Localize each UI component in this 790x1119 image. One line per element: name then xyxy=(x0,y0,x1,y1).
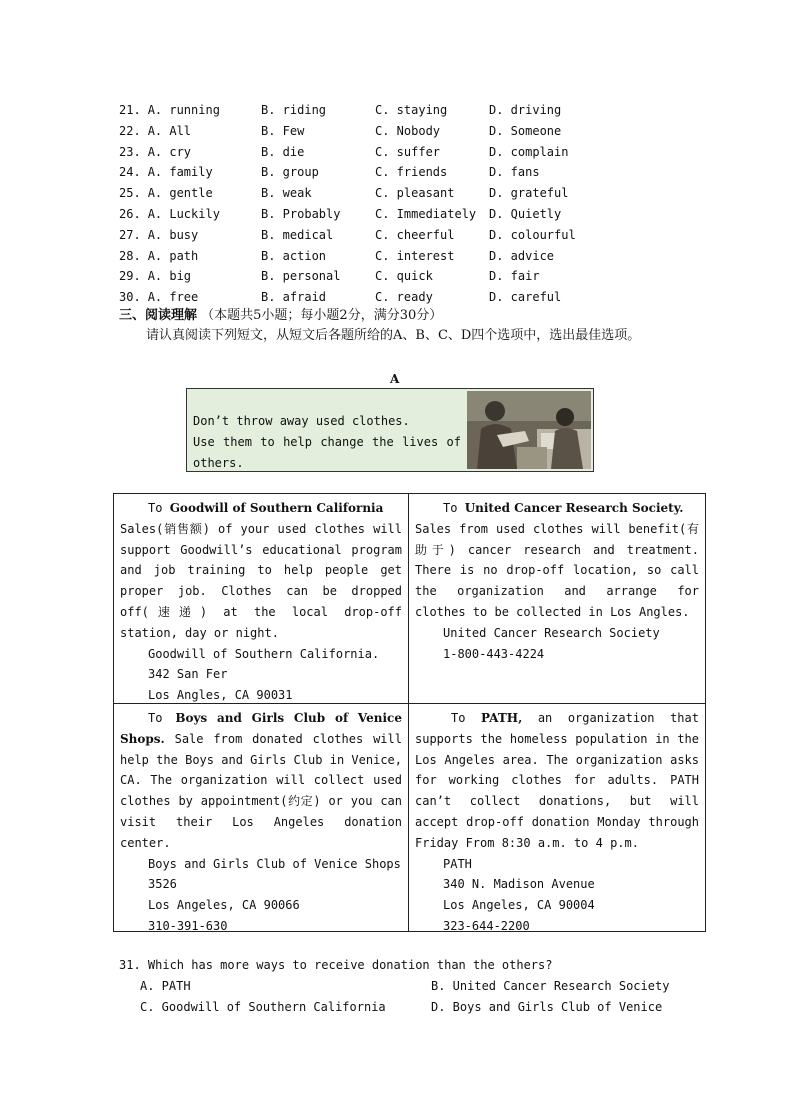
question-number-and-option-a[interactable] xyxy=(119,246,198,266)
question-number: 21. xyxy=(119,103,141,117)
banner-text xyxy=(193,411,461,474)
option-c[interactable]: C. suffer xyxy=(375,144,441,159)
question-number: 28. xyxy=(119,248,141,263)
question-option-a[interactable]: A. PATH xyxy=(140,979,191,993)
question-number-and-option-a[interactable] xyxy=(119,100,220,120)
ads-table xyxy=(113,493,706,932)
option-a[interactable]: A. family xyxy=(147,165,213,180)
option-d[interactable]: D. fair xyxy=(489,269,540,284)
option-row xyxy=(119,225,599,246)
option-b[interactable]: B. afraid xyxy=(261,290,327,305)
question-number-and-option-a[interactable] xyxy=(119,121,191,141)
option-b[interactable]: B. Probably xyxy=(261,206,341,221)
option-b[interactable]: B. riding xyxy=(261,103,327,117)
question-number: 22. xyxy=(119,123,141,138)
donation-photo xyxy=(467,391,591,469)
option-b[interactable]: B. group xyxy=(261,165,319,180)
ad-cancer-society: To United Cancer Research Society. Sales from used clothes will benefit(有助于) cancer research and treatment. There is no drop-off location, so call the organization and arrange for clothes to be collected in Los Angles. United Cancer Research Society 1-800-443-4224 xyxy=(409,494,705,704)
question-number-and-option-a[interactable] xyxy=(119,204,220,224)
option-a[interactable]: A. gentle xyxy=(147,186,213,201)
ad-club-body: Sale from donated clothes will help the Boys and Girls Club in Venice, CA. The organization will collect used clothes by appointment(约定) or you can visit their Los Angeles donation center. xyxy=(120,731,402,850)
option-c[interactable]: C. Nobody xyxy=(375,123,441,138)
option-row xyxy=(119,183,599,204)
question-option-c[interactable]: C. Goodwill of Southern California xyxy=(140,1000,386,1014)
question-option-b[interactable]: B. United Cancer Research Society xyxy=(431,979,670,993)
passage-letter: A xyxy=(390,372,400,386)
question-number: 26. xyxy=(119,206,141,221)
ad-cancer-body: Sales from used clothes will benefit(有助于) cancer research and treatment. There is no drop-off location, so call the organization and arrange for clothes to be collected in Los Angles. xyxy=(415,521,699,619)
option-a[interactable]: A. Luckily xyxy=(147,206,220,221)
question-31 xyxy=(119,955,719,1018)
section-note: （本题共5小题；每小题2分，满分30分） xyxy=(201,308,443,323)
org-boys-girls-club: Boys and Girls Club of Venice Shops. xyxy=(120,711,402,746)
option-c[interactable]: C. pleasant xyxy=(375,186,455,201)
org-goodwill: Goodwill of Southern California xyxy=(169,501,384,515)
org-cancer-society: United Cancer Research Society. xyxy=(464,501,684,515)
question-number: 24. xyxy=(119,165,141,180)
option-row xyxy=(119,204,599,225)
org-path: PATH, xyxy=(481,711,523,725)
question-option-d[interactable]: D. Boys and Girls Club of Venice xyxy=(431,1000,663,1014)
ad-boys-girls-club: To Boys and Girls Club of Venice Shops. Sale from donated clothes will help the Boys and Girls Club in Venice, CA. The organization will collect used clothes by appointment(约定) or you can visit their Los Angeles donation center. Boys and Girls Club of Venice Shops 3526 Los Angeles, CA 90066 310-391-630 xyxy=(114,704,409,931)
option-row xyxy=(119,162,599,183)
option-a[interactable]: A. free xyxy=(147,290,199,305)
option-d[interactable]: D. fans xyxy=(489,165,540,180)
option-d[interactable]: D. complain xyxy=(489,144,569,159)
passage-banner xyxy=(186,388,594,472)
option-d[interactable]: D. Quietly xyxy=(489,206,562,221)
question-number-and-option-a[interactable] xyxy=(119,266,191,286)
question-number: 29. xyxy=(119,269,141,284)
option-a[interactable]: A. big xyxy=(147,269,192,284)
option-row xyxy=(119,287,599,308)
option-c[interactable]: C. friends xyxy=(375,165,448,180)
question-number-and-option-a[interactable] xyxy=(119,287,198,307)
option-b[interactable]: B. personal xyxy=(261,269,341,284)
option-b[interactable]: B. action xyxy=(261,248,327,263)
cloze-options-list xyxy=(119,100,599,308)
option-d[interactable]: D. careful xyxy=(489,290,562,305)
option-row xyxy=(119,100,599,121)
ad-path: To PATH, an organization that supports the homeless population in the Los Angeles area. The organization asks for working clothes for adults. PATH can’t collect donations, but will accept drop-off donation Monday through Friday From 8:30 a.m. to 4 p.m. PATH 340 N. Madison Avenue Los Angeles, CA 90004 323-644-2200 xyxy=(415,711,699,933)
option-d[interactable]: D. advice xyxy=(489,248,555,263)
option-row xyxy=(119,142,599,163)
option-c[interactable]: C. interest xyxy=(375,248,455,263)
question-number: 23. xyxy=(119,144,141,159)
option-row xyxy=(119,246,599,267)
section-title: 三、阅读理解 xyxy=(119,308,198,323)
option-a[interactable]: A. path xyxy=(147,248,199,263)
banner-line-2: Use them to help change the lives of others. xyxy=(193,435,461,470)
option-c[interactable]: C. quick xyxy=(375,269,433,284)
option-d[interactable]: D. colourful xyxy=(489,227,576,242)
question-number: 30. xyxy=(119,290,141,305)
option-a[interactable]: A. busy xyxy=(147,227,199,242)
option-d[interactable]: D. Someone xyxy=(489,123,562,138)
option-b[interactable]: B. weak xyxy=(261,186,312,201)
option-a[interactable]: A. All xyxy=(147,123,192,138)
option-b[interactable]: B. medical xyxy=(261,227,334,242)
section-heading xyxy=(119,308,442,324)
option-a[interactable]: A. running xyxy=(147,103,220,117)
banner-line-1: Don’t throw away used clothes. xyxy=(193,414,410,428)
section-instruction: 请认真阅读下列短文，从短文后各题所给的A、B、C、D四个选项中，选出最佳选项。 xyxy=(146,328,641,343)
ad-path-body: an organization that supports the homeless population in the Los Angeles area. The organization asks for working clothes for adults. PATH can’t collect donations, but will accept drop-off donation Monday through Friday From 8:30 a.m. to 4 p.m. xyxy=(415,711,699,850)
question-number-and-option-a[interactable] xyxy=(119,225,198,245)
option-c[interactable]: C. ready xyxy=(375,290,433,305)
question-number: 25. xyxy=(119,186,141,201)
question-number-and-option-a[interactable] xyxy=(119,162,213,182)
option-d[interactable]: D. driving xyxy=(489,103,562,117)
option-b[interactable]: B. Few xyxy=(261,123,305,138)
question-number-and-option-a[interactable] xyxy=(119,142,191,162)
option-a[interactable]: A. cry xyxy=(147,144,192,159)
option-row xyxy=(119,121,599,142)
option-c[interactable]: C. Immediately xyxy=(375,206,477,221)
option-c[interactable]: C. cheerful xyxy=(375,227,455,242)
option-b[interactable]: B. die xyxy=(261,144,305,159)
question-number-and-option-a[interactable] xyxy=(119,183,213,203)
option-c[interactable]: C. staying xyxy=(375,103,448,117)
question-stem: 31. Which has more ways to receive donation than the others? xyxy=(119,958,553,972)
ad-goodwill-body: Sales(销售额) of your used clothes will support Goodwill’s educational program and job training to help people get proper job. Clothes can be dropped off(速递) at the local drop-off station, day or night. xyxy=(120,521,402,640)
option-d[interactable]: D. grateful xyxy=(489,186,569,201)
question-number: 27. xyxy=(119,227,141,242)
option-row xyxy=(119,266,599,287)
ad-goodwill: To Goodwill of Southern California Sales(销售额) of your used clothes will support Goodwill’s educational program and job training to help people get proper job. Clothes can be dropped off(速递) at the local drop-off station, day or night. Goodwill of Southern California. 342 San Fer Los Angles, CA 90031 xyxy=(114,494,409,704)
